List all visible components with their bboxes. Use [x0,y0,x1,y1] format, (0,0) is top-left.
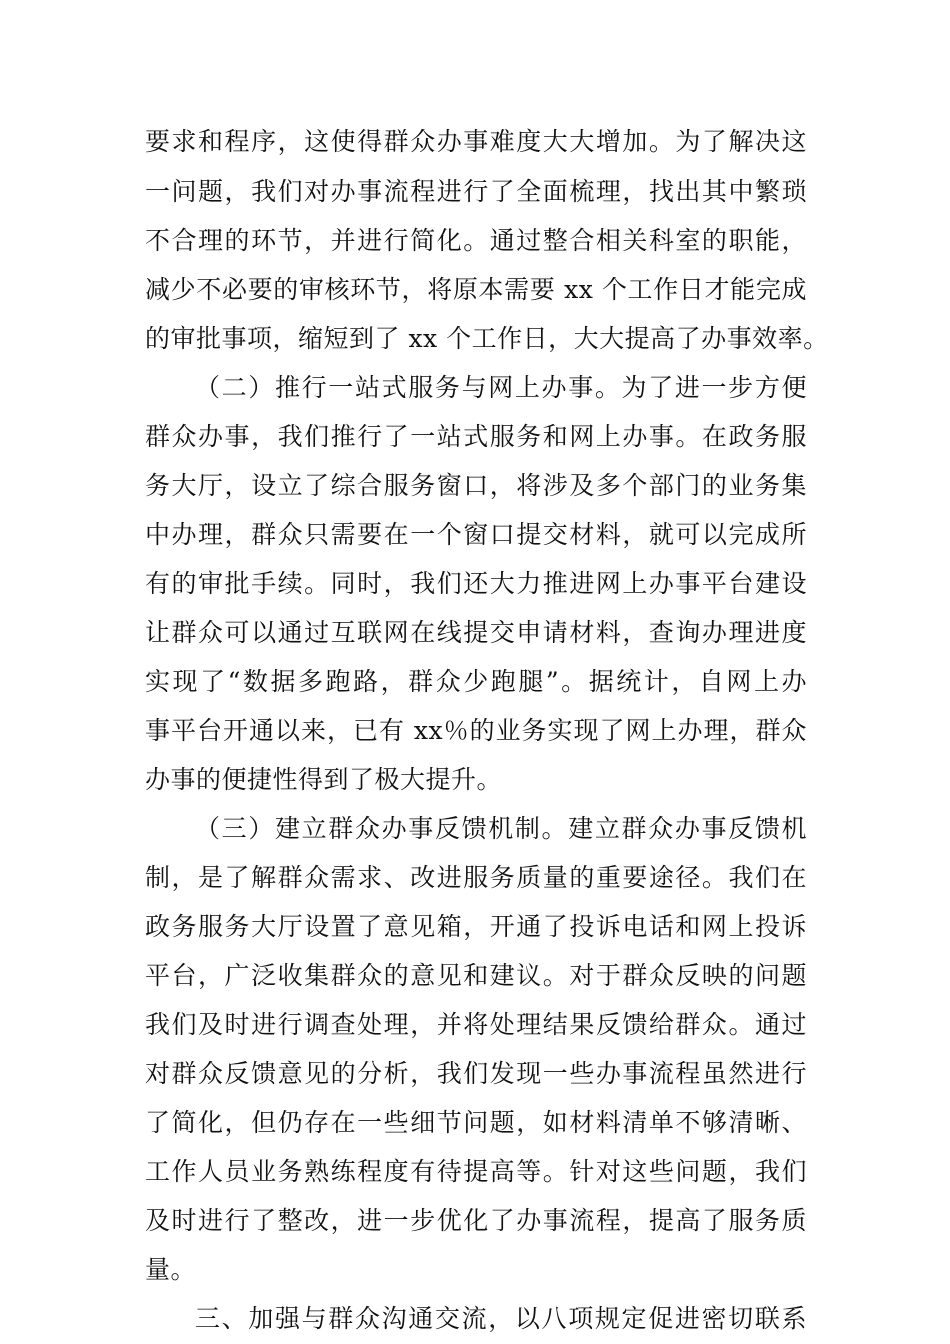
text-line: 政务服务大厅设置了意见箱，开通了投诉电话和网上投诉 [145,912,807,941]
text-line: 量。 [145,1255,197,1284]
text-line: 减少不必要的审核环节，将原本需要 xx 个工作日才能完成 [145,275,807,304]
text-line: 制，是了解群众需求、改进服务质量的重要途径。我们在 [145,863,807,892]
text-line: 了简化，但仍存在一些细节问题，如材料清单不够清晰、 [145,1108,807,1137]
section-heading: 三、加强与群众沟通交流，以八项规定促进密切联系 [195,1304,807,1333]
text-line: 平台，广泛收集群众的意见和建议。对于群众反映的问题 [145,961,807,990]
text-line: 我们及时进行调查处理，并将处理结果反馈给群众。通过 [145,1010,807,1039]
text-line: 实现了“数据多跑路，群众少跑腿”。据统计，自网上办 [145,667,807,696]
text-line: 办事的便捷性得到了极大提升。 [145,765,503,794]
text-line: 要求和程序，这使得群众办事难度大大增加。为了解决这 [145,127,807,156]
text-line: 的审批事项，缩短到了 xx 个工作日，大大提高了办事效率。 [145,324,829,353]
text-line: 务大厅，设立了综合服务窗口，将涉及多个部门的业务集 [145,471,807,500]
text-line: 有的审批手续。同时，我们还大力推进网上办事平台建设 [145,569,807,598]
text-line: 不合理的环节，并进行简化。通过整合相关科室的职能， [145,226,807,255]
text-line: （二）推行一站式服务与网上办事。为了进一步方便 [195,373,807,402]
text-line: 工作人员业务熟练程度有待提高等。针对这些问题，我们 [145,1157,807,1186]
text-line: 群众办事，我们推行了一站式服务和网上办事。在政务服 [145,422,807,451]
text-line: 一问题，我们对办事流程进行了全面梳理，找出其中繁琐 [145,177,807,206]
text-line: （三）建立群众办事反馈机制。建立群众办事反馈机 [195,814,807,843]
text-line: 中办理，群众只需要在一个窗口提交材料，就可以完成所 [145,520,807,549]
text-line: 及时进行了整改，进一步优化了办事流程，提高了服务质 [145,1206,807,1235]
text-line: 让群众可以通过互联网在线提交申请材料，查询办理进度 [145,618,807,647]
text-line: 事平台开通以来，已有 xx％的业务实现了网上办理，群众 [145,716,807,745]
text-line: 对群众反馈意见的分析，我们发现一些办事流程虽然进行 [145,1059,807,1088]
